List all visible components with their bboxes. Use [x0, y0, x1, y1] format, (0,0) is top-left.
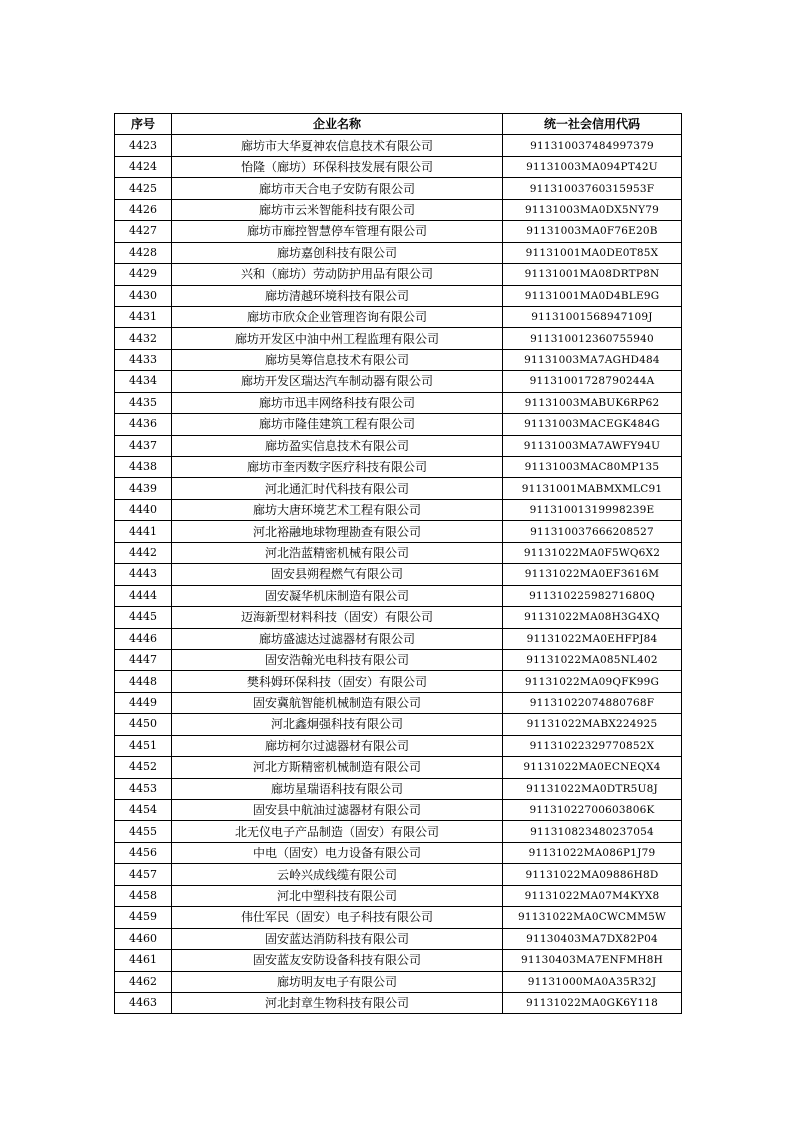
row-index: 4461 [115, 950, 172, 971]
row-index: 4445 [115, 607, 172, 628]
row-credit-code: 91131003MA0DX5NY79 [503, 199, 682, 220]
table-row [115, 199, 682, 220]
row-index: 4431 [115, 306, 172, 327]
table-row [115, 842, 682, 863]
table-row [115, 221, 682, 242]
table-row [115, 414, 682, 435]
row-credit-code: 91131022MA086P1J79 [503, 842, 682, 863]
table-row [115, 435, 682, 456]
table-row [115, 264, 682, 285]
row-index: 4439 [115, 478, 172, 499]
row-company-name: 廊坊市隆佳建筑工程有限公司 [172, 414, 503, 435]
row-index: 4451 [115, 735, 172, 756]
row-credit-code: 91131022MA0ECNEQX4 [503, 757, 682, 778]
enterprise-registry-table [114, 113, 682, 1014]
row-credit-code: 91131001728790244A [503, 371, 682, 392]
row-credit-code: 91131022MA09QFK99G [503, 671, 682, 692]
table-row [115, 564, 682, 585]
row-index: 4424 [115, 156, 172, 177]
row-index: 4457 [115, 864, 172, 885]
row-company-name: 廊坊星瑞语科技有限公司 [172, 778, 503, 799]
row-company-name: 河北鑫炯强科技有限公司 [172, 714, 503, 735]
row-credit-code: 91131022MA0DTR5U8J [503, 778, 682, 799]
table-row [115, 950, 682, 971]
row-index: 4430 [115, 285, 172, 306]
row-credit-code: 91131003MA094PT42U [503, 156, 682, 177]
row-index: 4448 [115, 671, 172, 692]
row-company-name: 廊坊市迅丰网络科技有限公司 [172, 392, 503, 413]
row-company-name: 迈海新型材料科技（固安）有限公司 [172, 607, 503, 628]
row-credit-code: 91131022MABX224925 [503, 714, 682, 735]
table-row [115, 864, 682, 885]
table-row [115, 178, 682, 199]
row-company-name: 固安蓝达消防科技有限公司 [172, 928, 503, 949]
row-company-name: 廊坊盈实信息技术有限公司 [172, 435, 503, 456]
table-row [115, 907, 682, 928]
row-credit-code: 91131003MABUK6RP62 [503, 392, 682, 413]
row-company-name: 怡隆（廊坊）环保科技发展有限公司 [172, 156, 503, 177]
row-company-name: 河北中塑科技有限公司 [172, 885, 503, 906]
row-credit-code: 91131022700603806K [503, 800, 682, 821]
row-index: 4436 [115, 414, 172, 435]
row-credit-code: 91131022MA085NL402 [503, 649, 682, 670]
row-index: 4460 [115, 928, 172, 949]
row-index: 4444 [115, 585, 172, 606]
row-company-name: 廊坊开发区瑞达汽车制动器有限公司 [172, 371, 503, 392]
row-credit-code: 91131022MA0EHFPJ84 [503, 628, 682, 649]
row-credit-code: 91131003MA7AWFY94U [503, 435, 682, 456]
row-company-name: 固安蓝友安防设备科技有限公司 [172, 950, 503, 971]
table-row [115, 671, 682, 692]
row-company-name: 河北通汇时代科技有限公司 [172, 478, 503, 499]
row-index: 4452 [115, 757, 172, 778]
row-company-name: 河北方斯精密机械制造有限公司 [172, 757, 503, 778]
row-index: 4458 [115, 885, 172, 906]
row-index: 4438 [115, 457, 172, 478]
row-company-name: 廊坊大唐环境艺术工程有限公司 [172, 499, 503, 520]
row-index: 4454 [115, 800, 172, 821]
table-row [115, 649, 682, 670]
row-credit-code: 91131001568947109J [503, 306, 682, 327]
row-credit-code: 91131003760315953F [503, 178, 682, 199]
row-index: 4425 [115, 178, 172, 199]
row-company-name: 廊坊市天合电子安防有限公司 [172, 178, 503, 199]
row-index: 4428 [115, 242, 172, 263]
table-row [115, 607, 682, 628]
row-index: 4429 [115, 264, 172, 285]
row-credit-code: 91131022MA0CWCMM5W [503, 907, 682, 928]
row-company-name: 廊坊清越环境科技有限公司 [172, 285, 503, 306]
row-company-name: 廊坊柯尔过滤器材有限公司 [172, 735, 503, 756]
header-index: 序号 [115, 114, 172, 135]
row-company-name: 河北裕融地球物理勘查有限公司 [172, 521, 503, 542]
row-index: 4453 [115, 778, 172, 799]
row-company-name: 固安浩翰光电科技有限公司 [172, 649, 503, 670]
row-credit-code: 911310012360755940 [503, 328, 682, 349]
row-credit-code: 91131001MA08DRTP8N [503, 264, 682, 285]
row-index: 4443 [115, 564, 172, 585]
table-row [115, 692, 682, 713]
table-row [115, 585, 682, 606]
row-credit-code: 91131000MA0A35R32J [503, 971, 682, 992]
row-index: 4441 [115, 521, 172, 542]
header-company-name: 企业名称 [172, 114, 503, 135]
table-row [115, 285, 682, 306]
row-company-name: 廊坊市大华夏神农信息技术有限公司 [172, 135, 503, 156]
row-credit-code: 91131001319998239E [503, 499, 682, 520]
table-row [115, 135, 682, 156]
row-company-name: 兴和（廊坊）劳动防护用品有限公司 [172, 264, 503, 285]
row-company-name: 樊科姆环保科技（固安）有限公司 [172, 671, 503, 692]
row-company-name: 廊坊市廊控智慧停车管理有限公司 [172, 221, 503, 242]
row-index: 4456 [115, 842, 172, 863]
table-row [115, 778, 682, 799]
row-credit-code: 911310823480237054 [503, 821, 682, 842]
row-company-name: 廊坊嘉创科技有限公司 [172, 242, 503, 263]
table-row [115, 800, 682, 821]
row-company-name: 廊坊明友电子有限公司 [172, 971, 503, 992]
row-credit-code: 91131022074880768F [503, 692, 682, 713]
row-credit-code: 91131022MA0EF3616M [503, 564, 682, 585]
row-index: 4426 [115, 199, 172, 220]
row-company-name: 固安县朔程燃气有限公司 [172, 564, 503, 585]
row-company-name: 廊坊市云米智能科技有限公司 [172, 199, 503, 220]
row-credit-code: 91131001MA0DE0T85X [503, 242, 682, 263]
row-company-name: 廊坊昊筹信息技术有限公司 [172, 349, 503, 370]
table-row [115, 928, 682, 949]
row-credit-code: 91130403MA7DX82P04 [503, 928, 682, 949]
table-row [115, 757, 682, 778]
row-index: 4459 [115, 907, 172, 928]
row-credit-code: 911310037484997379 [503, 135, 682, 156]
table-row [115, 992, 682, 1013]
table-row [115, 821, 682, 842]
table-row [115, 885, 682, 906]
row-company-name: 固安冀航智能机械制造有限公司 [172, 692, 503, 713]
table-row [115, 521, 682, 542]
row-index: 4432 [115, 328, 172, 349]
row-credit-code: 91131022598271680Q [503, 585, 682, 606]
table-row [115, 628, 682, 649]
row-credit-code: 91131003MA7AGHD484 [503, 349, 682, 370]
row-credit-code: 91131022MA09886H8D [503, 864, 682, 885]
row-index: 4440 [115, 499, 172, 520]
table-row [115, 349, 682, 370]
row-index: 4434 [115, 371, 172, 392]
table-row [115, 735, 682, 756]
table-row [115, 156, 682, 177]
row-company-name: 固安凝华机床制造有限公司 [172, 585, 503, 606]
row-index: 4435 [115, 392, 172, 413]
table-row [115, 478, 682, 499]
row-credit-code: 91131001MABMXMLC91 [503, 478, 682, 499]
row-index: 4449 [115, 692, 172, 713]
table-row [115, 714, 682, 735]
row-company-name: 固安县中航油过滤器材有限公司 [172, 800, 503, 821]
row-index: 4427 [115, 221, 172, 242]
table-row [115, 242, 682, 263]
row-index: 4463 [115, 992, 172, 1013]
row-index: 4447 [115, 649, 172, 670]
table-header-row [115, 114, 682, 135]
row-index: 4442 [115, 542, 172, 563]
row-index: 4433 [115, 349, 172, 370]
row-company-name: 河北封章生物科技有限公司 [172, 992, 503, 1013]
row-index: 4437 [115, 435, 172, 456]
row-credit-code: 91131022MA07M4KYX8 [503, 885, 682, 906]
row-index: 4446 [115, 628, 172, 649]
row-credit-code: 91131022329770852X [503, 735, 682, 756]
row-credit-code: 91130403MA7ENFMH8H [503, 950, 682, 971]
row-company-name: 廊坊开发区中油中州工程监理有限公司 [172, 328, 503, 349]
row-credit-code: 91131001MA0D4BLE9G [503, 285, 682, 306]
row-credit-code: 91131022MA0GK6Y118 [503, 992, 682, 1013]
row-company-name: 北无仪电子产品制造（固安）有限公司 [172, 821, 503, 842]
row-company-name: 云岭兴成线缆有限公司 [172, 864, 503, 885]
row-company-name: 廊坊盛滤达过滤器材有限公司 [172, 628, 503, 649]
row-credit-code: 91131003MA0F76E20B [503, 221, 682, 242]
table-row [115, 328, 682, 349]
row-company-name: 廊坊市欣众企业管理咨询有限公司 [172, 306, 503, 327]
row-credit-code: 91131022MA08H3G4XQ [503, 607, 682, 628]
table-body [115, 135, 682, 1014]
header-credit-code: 统一社会信用代码 [503, 114, 682, 135]
table-row [115, 499, 682, 520]
row-index: 4450 [115, 714, 172, 735]
table-row [115, 371, 682, 392]
row-index: 4423 [115, 135, 172, 156]
row-credit-code: 91131003MACEGK484G [503, 414, 682, 435]
row-company-name: 廊坊市奎丙数字医疗科技有限公司 [172, 457, 503, 478]
table-row [115, 542, 682, 563]
row-company-name: 伟仕军民（固安）电子科技有限公司 [172, 907, 503, 928]
row-credit-code: 911310037666208527 [503, 521, 682, 542]
row-index: 4455 [115, 821, 172, 842]
table-row [115, 392, 682, 413]
row-company-name: 河北浩蓝精密机械有限公司 [172, 542, 503, 563]
row-index: 4462 [115, 971, 172, 992]
table-row [115, 971, 682, 992]
row-credit-code: 91131003MAC80MP135 [503, 457, 682, 478]
table-row [115, 306, 682, 327]
table-row [115, 457, 682, 478]
row-credit-code: 91131022MA0F5WQ6X2 [503, 542, 682, 563]
row-company-name: 中电（固安）电力设备有限公司 [172, 842, 503, 863]
